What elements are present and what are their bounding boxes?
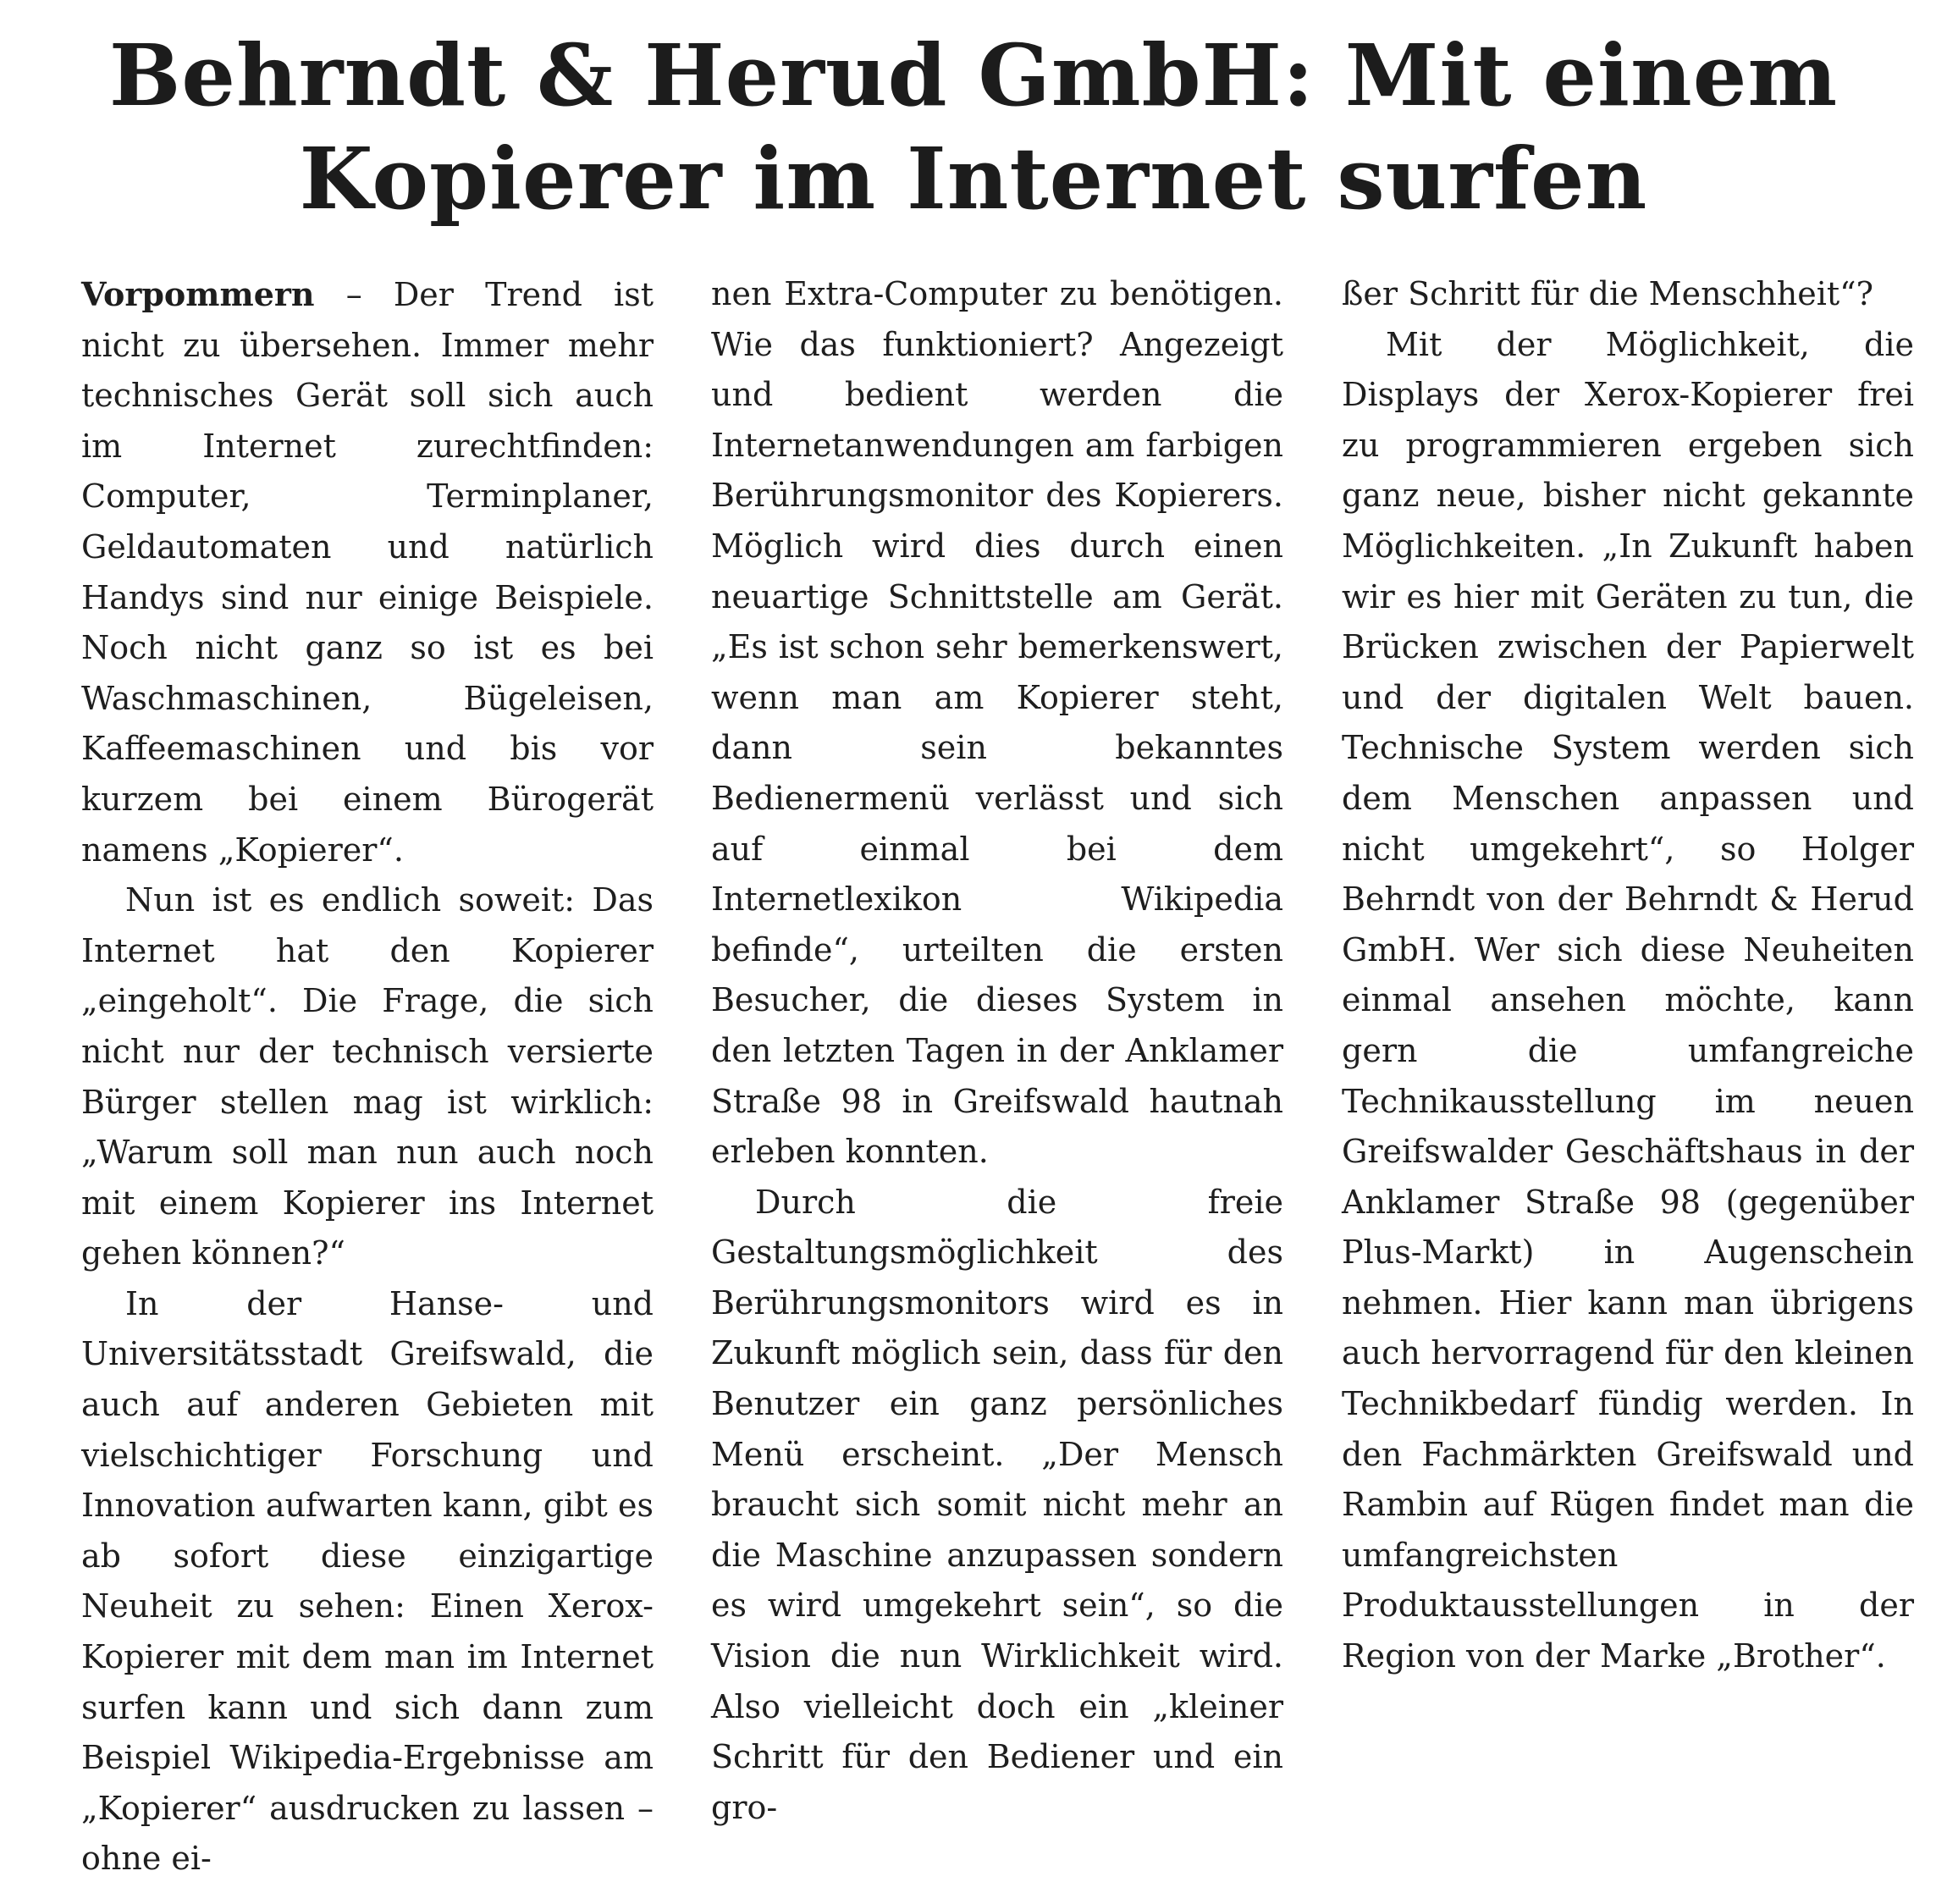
- column-2-paragraph-1: nen Extra-Computer zu benötigen. Wie das funktioniert? Angezeigt und bedient werden die Internetanwendungen am farbigen Berührungsmonitor des Kopierers. Möglich wird dies durch einen neuartige Schnittstelle am Gerät. „Es ist schon sehr bemerkenswert, wenn man am Kopierer steht, dann sein bekanntes Bedienermenü verlässt und sich auf einmal bei dem Internetlexikon Wikipedia befinde“, urteilten die ersten Besucher, die dieses System in den letzten Tagen in der Anklamer Straße 98 in Greifswald hautnah erleben konnten.: [711, 275, 1283, 1171]
- headline-line-1: Behrndt & Herud GmbH: Mit einem: [108, 25, 1839, 125]
- headline-line-2: Kopierer im Internet surfen: [299, 129, 1648, 229]
- article-column-2: [711, 269, 1283, 1833]
- article-column-3: [1342, 269, 1914, 1682]
- column-1-paragraph-3: In der Hanse- und Universitätsstadt Greifswald, die auch auf anderen Gebieten mit vielschichtiger Forschung und Innovation aufwarten kann, gibt es ab sofort diese einzigartige Neuheit zu sehen: Einen Xerox-Kopierer mit dem man im Internet surfen kann und sich dann zum Beispiel Wikipedia-Ergebnisse am „Kopierer“ ausdrucken zu lassen – ohne ei-: [81, 1284, 654, 1878]
- column-3-paragraph-1: ßer Schritt für die Menschheit“?: [1342, 275, 1873, 312]
- article-headline: [0, 24, 1947, 230]
- column-2-paragraph-2: Durch die freie Gestaltungsmöglichkeit des Berührungsmonitors wird es in Zukunft möglich sein, dass für den Benutzer ein ganz persönliches Menü erscheint. „Der Mensch braucht sich somit nicht mehr an die Maschine anzupassen sondern es wird umgekehrt sein“, so die Vision die nun Wirklichkeit wird. Also vielleicht doch ein „kleiner Schritt für den Bediener und ein gro-: [711, 1183, 1283, 1826]
- dateline: Vorpommern: [81, 275, 315, 313]
- column-1-paragraph-1-text: – Der Trend ist nicht zu übersehen. Immer mehr technisches Gerät soll sich auch im Internet zurechtfinden: Computer, Terminplaner, Geldautomaten und natürlich Handys sind nur einige Beispiele. Noch nicht ganz so ist es bei Waschmaschinen, Bügeleisen, Kaffeemaschinen und bis vor kurzem bei einem Bürogerät namens „Kopierer“.: [81, 276, 654, 869]
- column-1-paragraph-1: [81, 269, 654, 875]
- column-3-paragraph-2: Mit der Möglichkeit, die Displays der Xerox-Kopierer frei zu programmieren ergeben sich ganz neue, bisher nicht gekannte Möglichkeiten. „In Zukunft haben wir es hier mit Geräten zu tun, die Brücken zwischen der Papierwelt und der digitalen Welt bauen. Technische System werden sich dem Menschen anpassen und nicht umgekehrt“, so Holger Behrndt von der Behrndt & Herud GmbH. Wer sich diese Neuheiten einmal ansehen möchte, kann gern die umfangreiche Technikausstellung im neuen Greifswalder Geschäftshaus in der Anklamer Straße 98 (gegenüber Plus-Markt) in Augenschein nehmen. Hier kann man übrigens auch hervorragend für den kleinen Technikbedarf fündig werden. In den Fachmärkten Greifswald und Rambin auf Rügen findet man die umfangreichsten Produktausstellungen in der Region von der Marke „Brother“.: [1342, 325, 1914, 1675]
- column-1-paragraph-2: Nun ist es endlich soweit: Das Internet hat den Kopierer „eingeholt“. Die Frage, die sich nicht nur der technisch versierte Bürger stellen mag ist wirklich: „Warum soll man nun auch noch mit einem Kopierer ins Internet gehen können?“: [81, 881, 654, 1272]
- article-column-1: [81, 269, 654, 1885]
